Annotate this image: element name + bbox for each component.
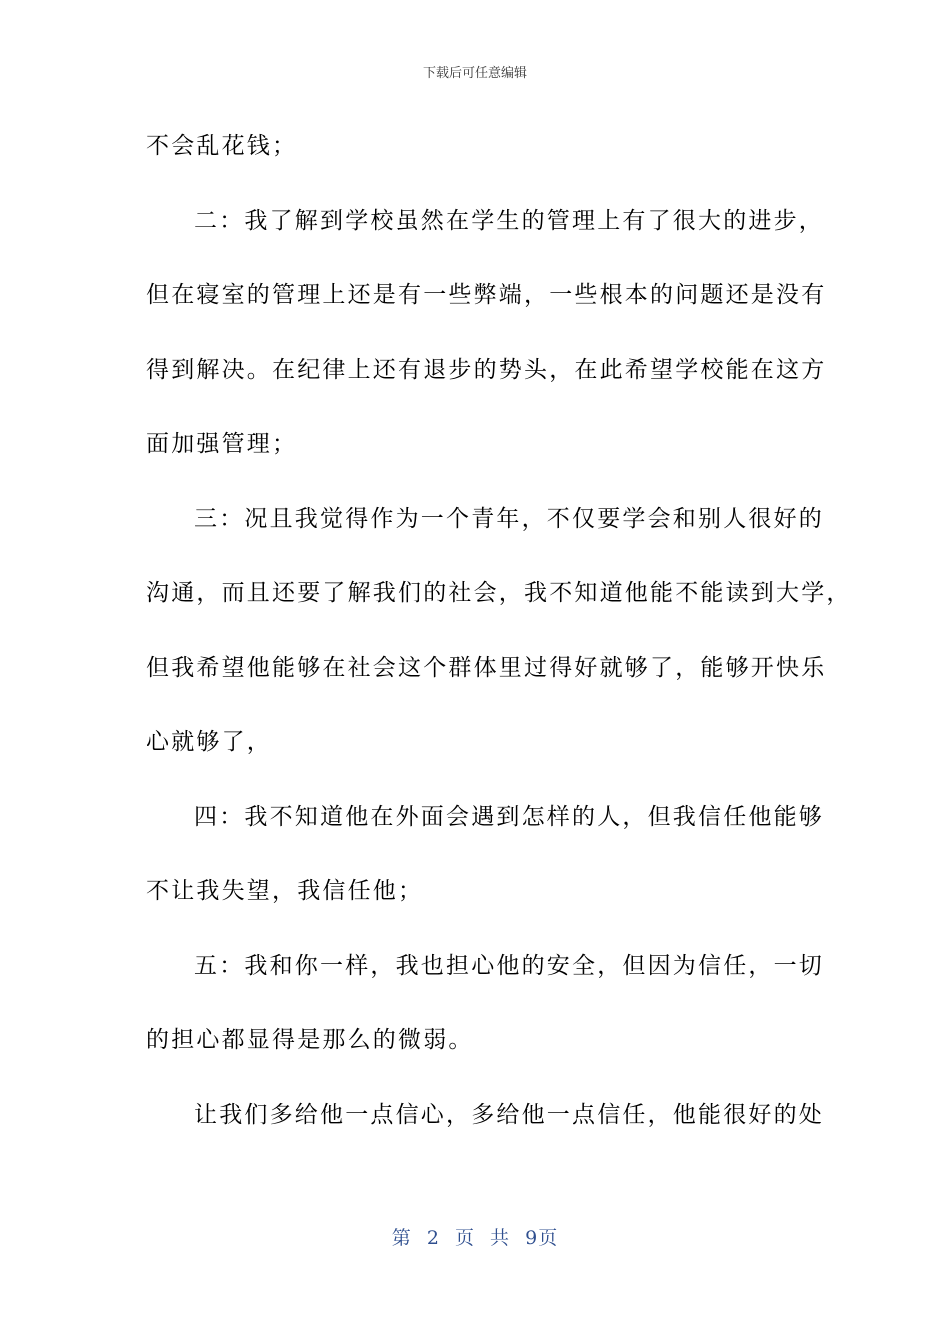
text-line: 四：我不知道他在外面会遇到怎样的人，但我信任他能够 [194, 803, 824, 830]
text-line: 心就够了， [146, 729, 272, 755]
text-line: 的担心都显得是那么的微弱。 [146, 1027, 474, 1053]
footer-total-pages: 9页 [525, 1227, 559, 1249]
footer-di: 第 [391, 1227, 412, 1249]
text-line: 二：我了解到学校虽然在学生的管理上有了很大的进步， [194, 207, 824, 234]
page-footer [0, 1225, 950, 1251]
text-line: 让我们多给他一点信心，多给他一点信任，他能很好的处 [194, 1101, 824, 1128]
text-line: 但在寝室的管理上还是有一些弊端，一些根本的问题还是没有 [146, 282, 827, 308]
page-header: 下载后可任意编辑 [422, 66, 527, 81]
footer-gong: 共 [490, 1227, 511, 1249]
text-line: 沟通，而且还要了解我们的社会，我不知道他能不能读到大学， [146, 580, 852, 606]
text-line: 得到解决。在纪律上还有退步的势头，在此希望学校能在这方 [146, 356, 827, 383]
text-line: 不会乱花钱； [146, 133, 298, 159]
text-line: 不让我失望，我信任他； [146, 878, 424, 904]
text-line: 面加强管理； [146, 431, 298, 457]
text-line: 五：我和你一样，我也担心他的安全，但因为信任，一切 [194, 952, 824, 979]
footer-page-number: 2 [426, 1227, 440, 1249]
text-line: 但我希望他能够在社会这个群体里过得好就够了，能够开快乐 [146, 654, 827, 681]
text-line: 三：况且我觉得作为一个青年，不仅要学会和别人很好的 [194, 505, 824, 532]
footer-ye: 页 [454, 1227, 475, 1249]
document-body [146, 122, 852, 1165]
